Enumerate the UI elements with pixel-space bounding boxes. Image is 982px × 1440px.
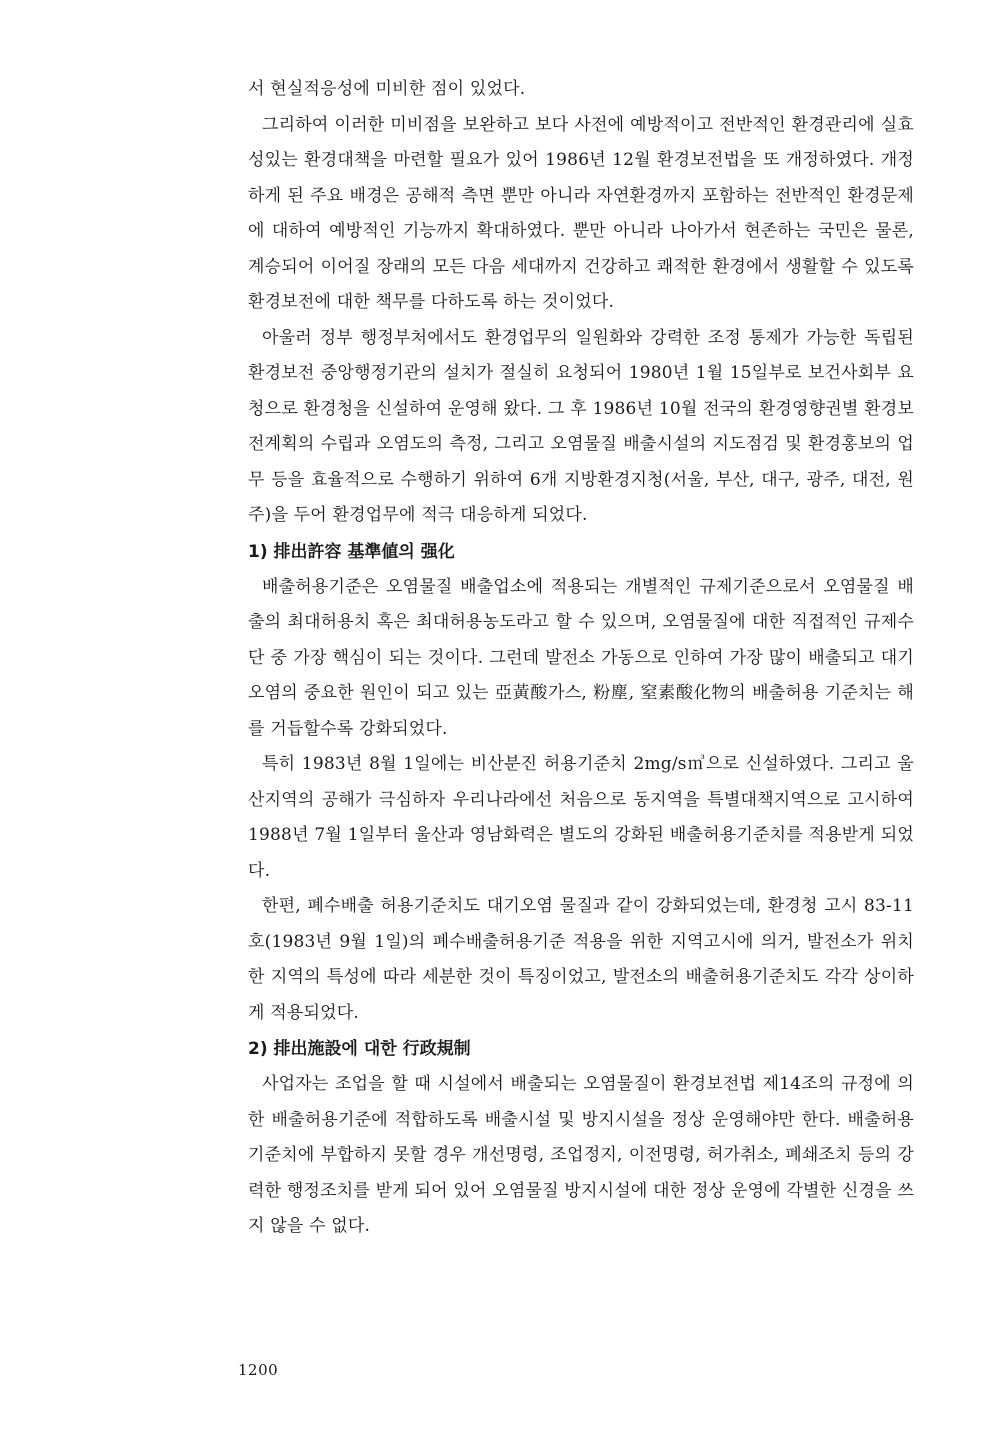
document-body	[248, 72, 914, 1245]
section-heading: 2) 排出施設에 대한 行政規制	[248, 1039, 471, 1059]
paragraph: 사업자는 조업을 할 때 시설에서 배출되는 오염물질이 환경보전법 제14조의 규정에 의한 배출허용기준에 적합하도록 배출시설 및 방지시설을 정상 운영해야만 한다. 배출허용기준치에 부합하지 못할 경우 개선명령, 조업정지, 이전명령, 허가취소, 폐쇄조치 등의 강력한 행정조치를 받게 되어 있어 오염물질 방지시설에 대한 정상 운영에 각별한 신경을 쓰지 않을 수 없다.	[248, 1074, 914, 1236]
paragraph: 특히 1983년 8월 1일에는 비산분진 허용기준치 2mg/s㎥으로 신설하였다. 그리고 울산지역의 공해가 극심하자 우리나라에선 처음으로 동지역을 특별대책지역으로 고시하여 1988년 7월 1일부터 울산과 영남화력은 별도의 강화된 배출허용기준치를 적용받게 되었다.	[248, 754, 914, 881]
page-number: 1200	[238, 1361, 279, 1379]
paragraph: 아울러 정부 행정부처에서도 환경업무의 일원화와 강력한 조정 통제가 가능한 독립된 환경보전 중앙행정기관의 설치가 절실히 요청되어 1980년 1월 15일부로 보건사회부 요청으로 환경청을 신설하여 운영해 왔다. 그 후 1986년 10월 전국의 환경영향권별 환경보전계획의 수립과 오염도의 측정, 그리고 오염물질 배출시설의 지도점검 및 환경홍보의 업무 등을 효율적으로 수행하기 위하여 6개 지방환경지청(서울, 부산, 대구, 광주, 대전, 원주)을 두어 환경업무에 적극 대응하게 되었다.	[248, 327, 914, 525]
section-heading: 1) 排出許容 基準値의 强化	[248, 541, 455, 562]
paragraph: 배출허용기준은 오염물질 배출업소에 적용되는 개별적인 규제기준으로서 오염물질 배출의 최대허용치 혹은 최대허용농도라고 할 수 있으며, 오염물질에 대한 직접적인 규제수단 중 가장 핵심이 되는 것이다. 그런데 발전소 가동으로 인하여 가장 많이 배출되고 대기오염의 중요한 원인이 되고 있는 亞黃酸가스, 粉塵, 窒素酸化物의 배출허용 기준치는 해를 거듭할수록 강화되었다.	[248, 576, 914, 739]
paragraph-continuation: 서 현실적응성에 미비한 점이 있었다.	[248, 79, 526, 99]
paragraph: 그리하여 이러한 미비점을 보완하고 보다 사전에 예방적이고 전반적인 환경관리에 실효성있는 환경대책을 마련할 필요가 있어 1986년 12월 환경보전법을 또 개정하였다. 개정하게 된 주요 배경은 공해적 측면 뿐만 아니라 자연환경까지 포함하는 전반적인 환경문제에 대하여 예방적인 기능까지 확대하였다. 뿐만 아니라 나아가서 현존하는 국민은 물론, 계승되어 이어질 장래의 모든 다음 세대까지 건강하고 쾌적한 환경에서 생활할 수 있도록 환경보전에 대한 책무를 다하도록 하는 것이었다.	[248, 114, 914, 312]
paragraph: 한편, 폐수배출 허용기준치도 대기오염 물질과 같이 강화되었는데, 환경청 고시 83-11호(1983년 9월 1일)의 폐수배출허용기준 적용을 위한 지역고시에 의거, 발전소가 위치한 지역의 특성에 따라 세분한 것이 특징이었고, 발전소의 배출허용기준치도 각각 상이하게 적용되었다.	[248, 896, 914, 1023]
